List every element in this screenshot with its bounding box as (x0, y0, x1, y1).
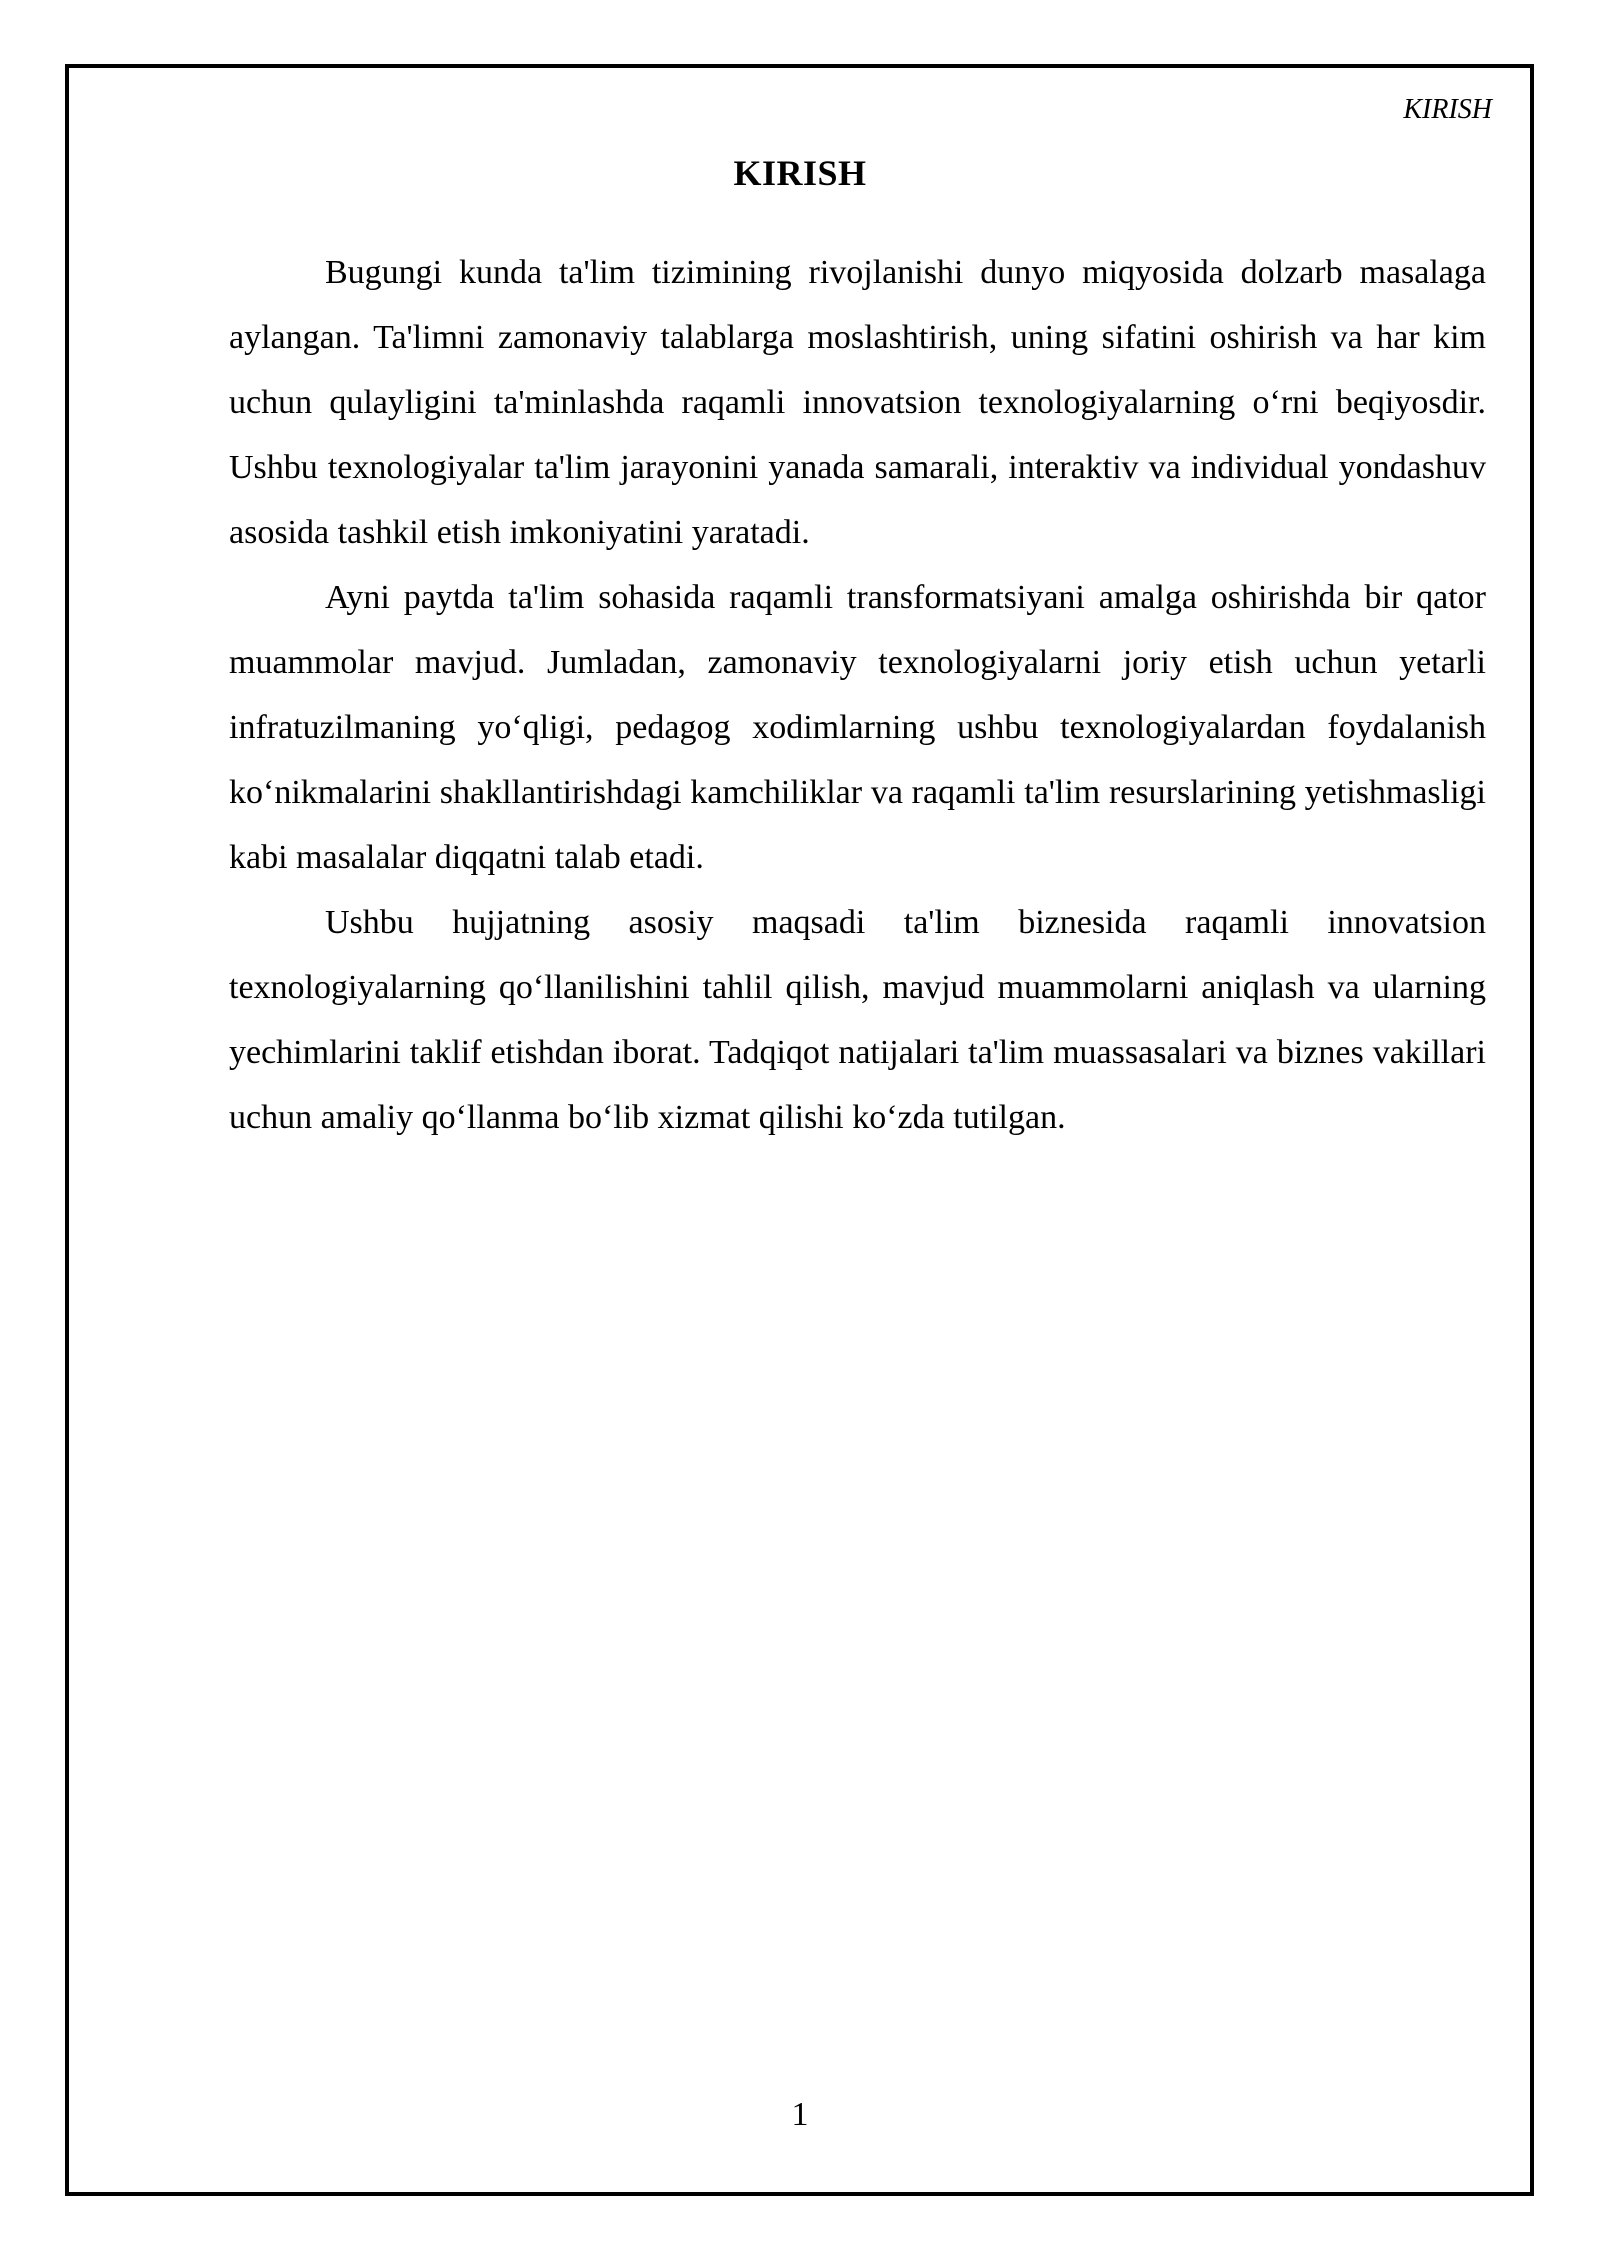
running-header: KIRISH (1403, 94, 1492, 125)
paragraph-1: Bugungi kunda ta'lim tizimining rivojlanishi dunyo miqyosida dolzarb masalaga aylangan. Ta'limni zamonaviy talablarga moslashtirish, uning sifatini oshirish va har kim uchun qulayligini ta'minlashda raqamli innovatsion texnologiyalarning o‘rni beqiyosdir. Ushbu texnologiyalar ta'lim jarayonini yanada samarali, interaktiv va individual yondashuv asosida tashkil etish imkoniyatini yaratadi. (229, 254, 1486, 551)
page-number: 1 (791, 2096, 809, 2133)
page-title: KIRISH (733, 153, 867, 193)
body-text (229, 240, 1486, 1150)
paragraph-3: Ushbu hujjatning asosiy maqsadi ta'lim biznesida raqamli innovatsion texnologiyalarning qo‘llanilishini tahlil qilish, mavjud muammolarni aniqlash va ularning yechimlarini taklif etishdan iborat. Tadqiqot natijalari ta'lim muassasalari va biznes vakillari uchun amaliy qo‘llanma bo‘lib xizmat qilishi ko‘zda tutilgan. (229, 904, 1486, 1136)
paragraph-2: Ayni paytda ta'lim sohasida raqamli transformatsiyani amalga oshirishda bir qator muammolar mavjud. Jumladan, zamonaviy texnologiyalarni joriy etish uchun yetarli infratuzilmaning yo‘qligi, pedagog xodimlarning ushbu texnologiyalardan foydalanish ko‘nikmalarini shakllantirishdagi kamchiliklar va raqamli ta'lim resurslarining yetishmasligi kabi masalalar diqqatni talab etadi. (229, 579, 1486, 876)
